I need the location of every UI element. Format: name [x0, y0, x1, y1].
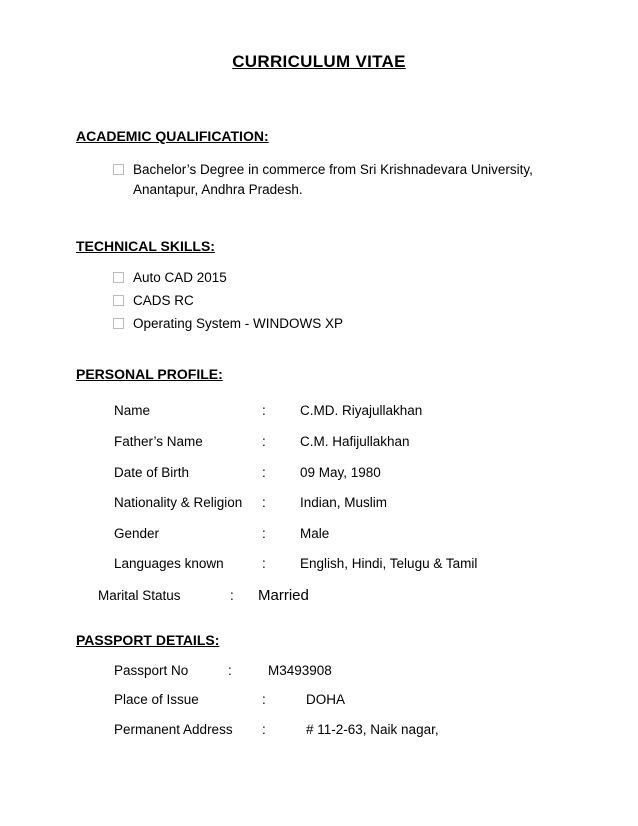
passport-value: # 11-2-63, Naik nagar,: [306, 722, 439, 737]
profile-value: Indian, Muslim: [300, 495, 388, 510]
list-item-academic: [113, 160, 578, 200]
passport-separator: :: [262, 722, 266, 737]
profile-separator: :: [262, 495, 266, 510]
passport-label: Permanent Address: [114, 722, 233, 737]
profile-separator: :: [262, 434, 266, 449]
academic-item-text: Bachelor’s Degree in commerce from Sri Krishnadevara University, Anantapur, Andhra Pradesh.: [133, 162, 533, 197]
bullet-box-icon: [113, 164, 124, 175]
profile-separator: :: [262, 556, 266, 571]
passport-value: M3493908: [268, 663, 332, 678]
profile-value: C.MD. Riyajullakhan: [300, 403, 423, 418]
passport-separator: :: [262, 692, 266, 707]
profile-value: Married: [258, 587, 309, 604]
profile-value: Male: [300, 526, 330, 541]
profile-value: 09 May, 1980: [300, 465, 381, 480]
passport-label: Place of Issue: [114, 692, 199, 707]
skill-text: Operating System - WINDOWS XP: [133, 316, 344, 331]
section-heading-academic: ACADEMIC QUALIFICATION:: [76, 128, 269, 144]
profile-label: Name: [114, 403, 151, 418]
profile-separator: :: [262, 465, 266, 480]
profile-label: Date of Birth: [114, 465, 190, 480]
profile-separator: :: [262, 403, 266, 418]
list-item-skill: [113, 291, 194, 311]
profile-label: Father’s Name: [114, 434, 203, 449]
list-item-skill: [113, 268, 227, 288]
bullet-box-icon: [113, 272, 124, 283]
section-heading-technical: TECHNICAL SKILLS:: [76, 238, 215, 254]
profile-value: English, Hindi, Telugu & Tamil: [300, 556, 478, 571]
bullet-box-icon: [113, 318, 124, 329]
passport-value: DOHA: [306, 692, 346, 707]
profile-separator: :: [262, 526, 266, 541]
passport-separator: :: [228, 663, 232, 678]
profile-label: Marital Status: [98, 588, 181, 603]
section-heading-passport: PASSPORT DETAILS:: [76, 632, 220, 648]
document-title: CURRICULUM VITAE: [232, 52, 406, 71]
profile-label: Gender: [114, 526, 160, 541]
profile-value: C.M. Hafijullakhan: [300, 434, 410, 449]
skill-text: CADS RC: [133, 293, 194, 308]
bullet-box-icon: [113, 295, 124, 306]
section-heading-personal: PERSONAL PROFILE:: [76, 366, 223, 382]
skill-text: Auto CAD 2015: [133, 270, 227, 285]
profile-label: Languages known: [114, 556, 224, 571]
passport-label: Passport No: [114, 663, 189, 678]
profile-label: Nationality & Religion: [114, 495, 243, 510]
profile-separator: :: [230, 588, 234, 603]
list-item-skill: [113, 314, 343, 334]
